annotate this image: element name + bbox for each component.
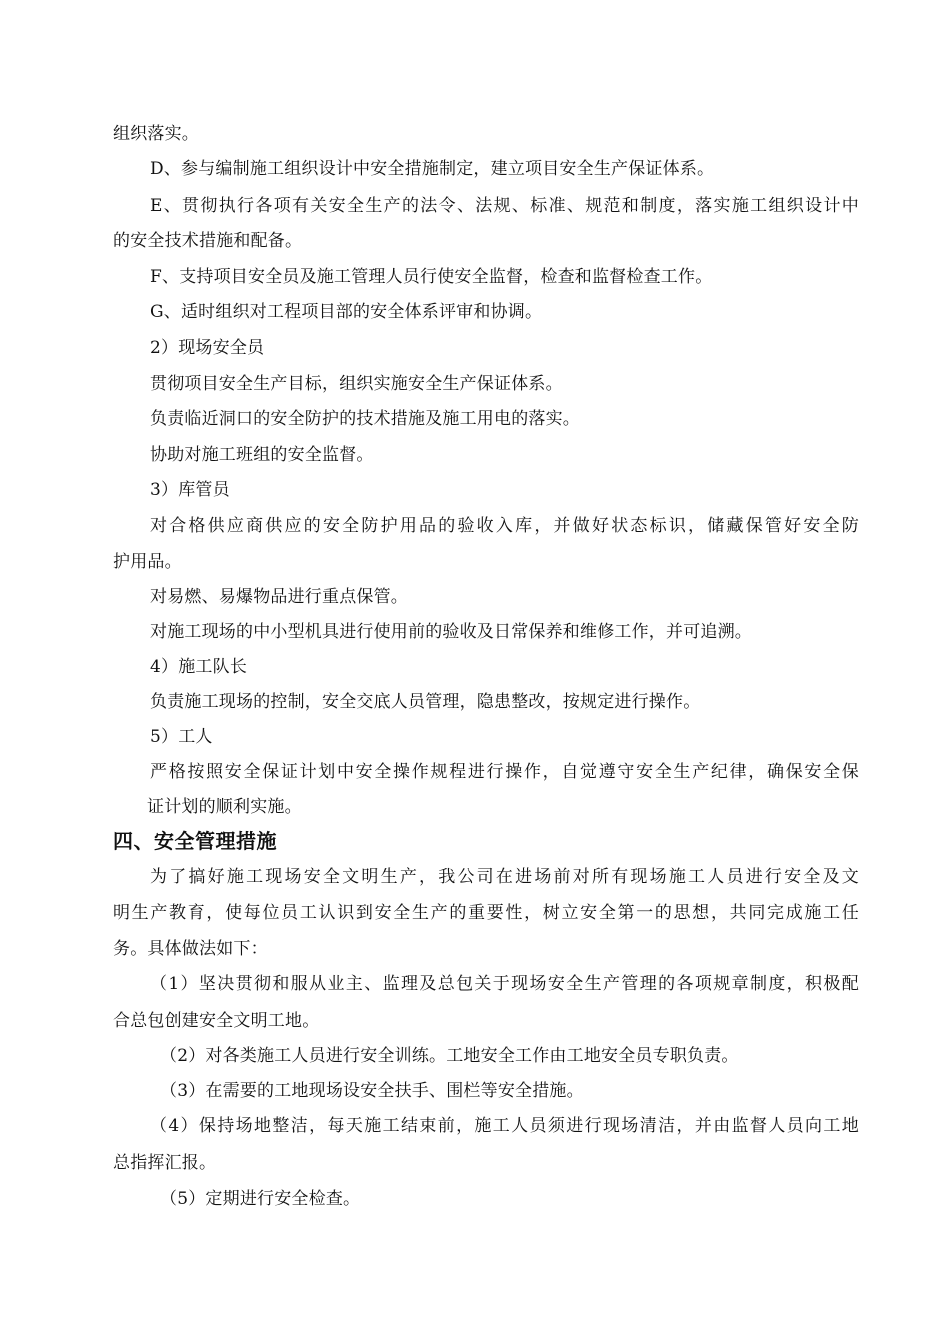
section-heading: 四、安全管理措施 <box>113 829 277 853</box>
text-line: 的安全技术措施和配备。 <box>113 231 303 251</box>
text-line: 总指挥汇报。 <box>113 1153 217 1173</box>
text-line: 协助对施工班组的安全监督。 <box>150 445 374 465</box>
text-line: 2）现场安全员 <box>150 338 265 358</box>
text-line: 对施工现场的中小型机具进行使用前的验收及日常保养和维修工作，并可追溯。 <box>150 622 752 642</box>
text-line: （3）在需要的工地现场设安全扶手、围栏等安全措施。 <box>160 1081 584 1101</box>
text-line: 证计划的顺利实施。 <box>147 797 302 817</box>
text-line: 明生产教育，使每位员工认识到安全生产的重要性，树立安全第一的思想，共同完成施工任 <box>113 903 859 923</box>
text-line: F、支持项目安全员及施工管理人员行使安全监督，检查和监督检查工作。 <box>150 267 713 287</box>
text-line: 务。具体做法如下： <box>113 939 268 959</box>
text-line: D、参与编制施工组织设计中安全措施制定，建立项目安全生产保证体系。 <box>150 159 715 179</box>
text-line: 负责临近洞口的安全防护的技术措施及施工用电的落实。 <box>150 409 580 429</box>
text-line: 贯彻项目安全生产目标，组织实施安全生产保证体系。 <box>150 374 563 394</box>
text-line: 对合格供应商供应的安全防护用品的验收入库，并做好状态标识，储藏保管好安全防 <box>150 516 859 536</box>
text-line: 组织落实。 <box>113 124 199 144</box>
text-line: 对易燃、易爆物品进行重点保管。 <box>150 587 408 607</box>
text-line: （4）保持场地整洁，每天施工结束前，施工人员须进行现场清洁，并由监督人员向工地 <box>150 1116 859 1136</box>
text-line: （1）坚决贯彻和服从业主、监理及总包关于现场安全生产管理的各项规章制度，积极配 <box>150 974 859 994</box>
text-line: 合总包创建安全文明工地。 <box>113 1011 320 1031</box>
text-line: 严格按照安全保证计划中安全操作规程进行操作，自觉遵守安全生产纪律，确保安全保 <box>150 762 859 782</box>
text-line: （2）对各类施工人员进行安全训练。工地安全工作由工地安全员专职负责。 <box>160 1046 739 1066</box>
text-line: 负责施工现场的控制，安全交底人员管理，隐患整改，按规定进行操作。 <box>150 692 701 712</box>
text-line: 5）工人 <box>150 727 213 747</box>
text-line: E、贯彻执行各项有关安全生产的法令、法规、标准、规范和制度，落实施工组织设计中 <box>150 196 859 216</box>
text-line: 为了搞好施工现场安全文明生产，我公司在进场前对所有现场施工人员进行安全及文 <box>150 867 859 887</box>
text-line: （5）定期进行安全检查。 <box>160 1189 361 1209</box>
text-line: G、适时组织对工程项目部的安全体系评审和协调。 <box>150 302 543 322</box>
text-line: 3）库管员 <box>150 480 230 500</box>
text-line: 4）施工队长 <box>150 657 248 677</box>
text-line: 护用品。 <box>113 552 182 572</box>
